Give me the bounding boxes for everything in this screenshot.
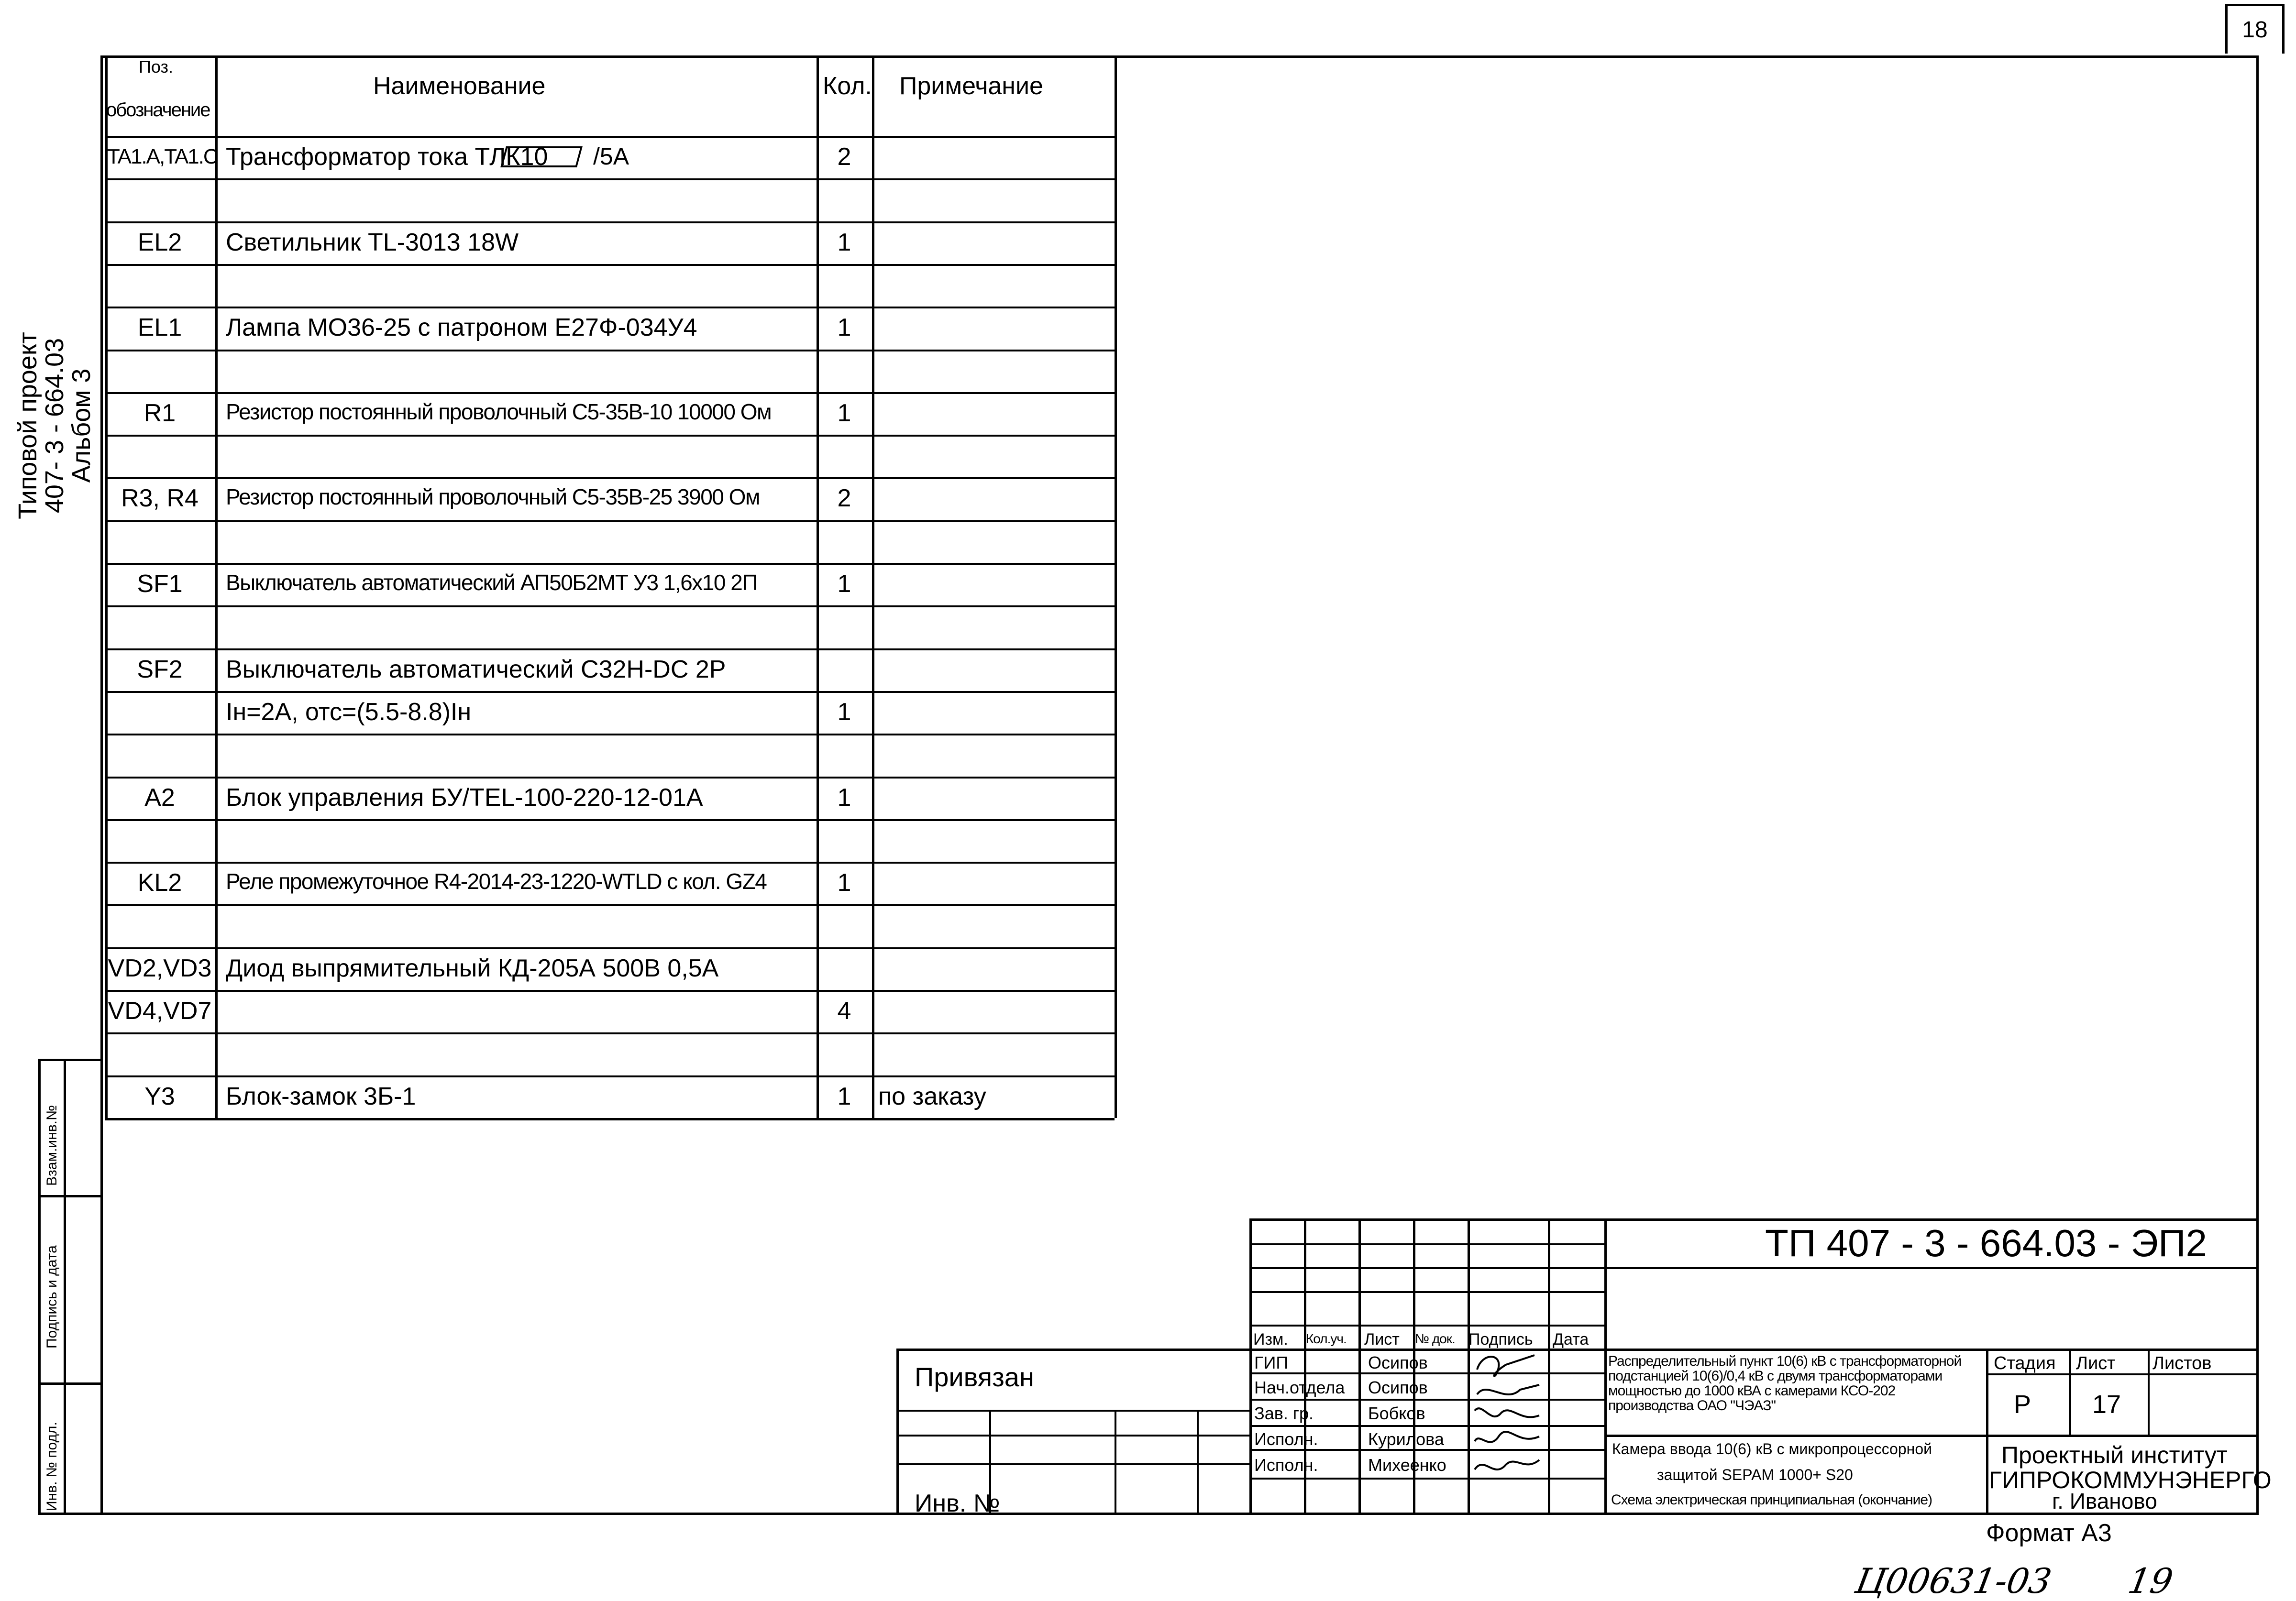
signature [1472, 1453, 1544, 1481]
header-qty: Кол. [823, 72, 872, 100]
row-pos: Y3 [144, 1082, 175, 1110]
rule-h [1249, 1399, 1604, 1401]
stage-value: Р [2014, 1390, 2031, 1419]
rule-h [105, 136, 1115, 138]
org-line2: ГИПРОКОММУНЭНЕРГО [1989, 1467, 2272, 1493]
rule-v [872, 55, 874, 1118]
row-name: Блок управления БУ/TEL-100-220-12-01A [226, 783, 703, 811]
row-name: Резистор постоянный проволочный С5-35В-10 10000 Ом [226, 399, 772, 424]
side-stamp-podpis: Подпись и дата [44, 1245, 60, 1349]
format-label: Формат А3 [1986, 1519, 2112, 1547]
row-name: Трансформатор тока ТЛК10 [226, 143, 548, 171]
row-pos: EL2 [137, 228, 182, 256]
privyazan-label: Привязан [915, 1362, 1034, 1392]
rule-h [105, 1032, 1115, 1034]
rule-h [105, 691, 1115, 693]
row-name: Выключатель автоматический С32Н-DC 2P [226, 655, 726, 683]
side-stamp-inv: Инв. № подл. [44, 1422, 60, 1511]
rule-v [1197, 1410, 1199, 1515]
rule-h [1604, 1435, 2256, 1437]
row-name: Светильник TL-3013 18W [226, 228, 519, 256]
doc-code: ТП 407 - 3 - 664.03 - ЭП2 [1765, 1222, 2208, 1264]
ratio-blank-field [500, 146, 583, 167]
rule-v [896, 1349, 899, 1515]
rule-h [1986, 1373, 2256, 1375]
header-note: Примечание [899, 72, 1043, 100]
side-project-line3: Альбом 3 [67, 368, 96, 483]
rule-v [2069, 1349, 2071, 1435]
list-value: 17 [2092, 1390, 2121, 1419]
rule-v [1115, 55, 1117, 1118]
org-line1: Проектный институт [2001, 1442, 2228, 1469]
side-project-label [14, 330, 95, 521]
header-name: Наименование [373, 72, 546, 100]
row-qty: 1 [837, 869, 851, 897]
project-desc-line: Распределительный пункт 10(6) кВ с трансформаторной [1608, 1353, 1962, 1369]
row-name: Диод выпрямительный КД-205А 500В 0,5А [226, 954, 719, 982]
rule-h [105, 734, 1115, 735]
project-desc-line: производства ОАО "ЧЭАЗ" [1608, 1398, 1776, 1414]
rule-h [105, 947, 1115, 949]
list-label: Лист [2076, 1353, 2116, 1373]
rule-h [105, 1075, 1115, 1077]
signer-role: Исполн. [1254, 1429, 1318, 1449]
project-desc-line: подстанцией 10(6)/0,4 кВ с двумя трансформаторами [1608, 1368, 1943, 1384]
row-qty: 2 [837, 143, 851, 171]
rule-h [105, 392, 1115, 394]
side-project-line2: 407- 3 - 664.03 [40, 338, 69, 514]
row-note: по заказу [878, 1082, 986, 1110]
signature [1472, 1401, 1544, 1430]
handwritten-page: 19 [2125, 1561, 2176, 1601]
rule-h [105, 862, 1115, 864]
signer-role: Нач.отдела [1254, 1378, 1345, 1397]
rule-h [1249, 1291, 1604, 1293]
row-qty: 1 [837, 314, 851, 342]
rule-h [105, 307, 1115, 308]
signer-name: Бобков [1368, 1404, 1425, 1423]
row-pos: KL2 [137, 869, 182, 897]
rule-v [1115, 1410, 1116, 1515]
rule-h [1604, 1349, 2256, 1351]
rule-h [1249, 1449, 1604, 1451]
rule-h [896, 1349, 1249, 1351]
row-pos: TA1.A,TA1.C [107, 145, 218, 168]
rule-h [105, 350, 1115, 351]
col-koluch: Кол.уч. [1306, 1331, 1347, 1346]
col-ndok: № док. [1415, 1331, 1455, 1346]
rule-v [1358, 1218, 1361, 1515]
listov-label: Листов [2152, 1353, 2212, 1373]
row-qty: 1 [837, 783, 851, 811]
project-desc-line: мощностью до 1000 кВА с камерами КСО-202 [1608, 1383, 1896, 1399]
rule-h [105, 819, 1115, 821]
row-pos: SF2 [137, 655, 183, 683]
row-name: Лампа МО36-25 с патроном Е27Ф-034У4 [226, 314, 697, 342]
signer-role: ГИП [1254, 1353, 1289, 1372]
col-data: Дата [1553, 1330, 1589, 1349]
row-name: Реле промежуточное R4-2014-23-1220-WTLD с кол. GZ4 [226, 869, 767, 894]
row-name: Iн=2А, отс=(5.5-8.8)Iн [226, 698, 472, 726]
rule-h [105, 178, 1115, 180]
rule-h [105, 520, 1115, 522]
sheet-desc-line: Камера ввода 10(6) кВ с микропроцессорной [1612, 1440, 1932, 1458]
signature [1472, 1375, 1544, 1404]
rule-h [105, 904, 1115, 906]
signer-name: Осипов [1368, 1378, 1428, 1397]
rule-h [1249, 1243, 1604, 1245]
row-qty: 1 [837, 228, 851, 256]
row-name: Блок-замок 3Б-1 [226, 1082, 416, 1110]
rule-v [1548, 1218, 1550, 1515]
signer-name: Михеенко [1368, 1455, 1446, 1475]
row-pos: R1 [144, 399, 176, 427]
rule-h [105, 563, 1115, 565]
rule-v [2148, 1349, 2150, 1435]
rule-v [1604, 1218, 1607, 1515]
row-pos: EL1 [137, 314, 182, 342]
sheet-number: 18 [2225, 4, 2285, 54]
rule-v [1249, 1218, 1252, 1515]
rule-h [1249, 1478, 1604, 1480]
row-qty: 4 [837, 997, 851, 1025]
row-name-suffix: /5А [593, 143, 629, 170]
side-stamp-vzam: Взам.инв.№ [44, 1105, 60, 1186]
row-qty: 1 [837, 698, 851, 726]
side-project-line1: Типовой проект [13, 332, 42, 519]
row-pos: R3, R4 [121, 484, 199, 513]
row-pos: A2 [144, 783, 175, 811]
rule-h [105, 990, 1115, 992]
rule-v [1986, 1435, 1988, 1515]
col-podpis: Подпись [1468, 1330, 1533, 1349]
col-izm: Изм. [1253, 1330, 1288, 1349]
signer-name: Курилова [1368, 1429, 1444, 1449]
rule-h [105, 264, 1115, 266]
row-pos: VD2,VD3 [108, 954, 212, 982]
handwritten-code: Ц00631-03 [1852, 1561, 2055, 1601]
rule-h [1249, 1218, 2256, 1221]
rule-h [105, 605, 1115, 607]
signature [1472, 1427, 1544, 1456]
signer-role: Исполн. [1254, 1455, 1318, 1475]
rule-h [105, 777, 1115, 779]
rule-h [1604, 1267, 2256, 1269]
stage-label: Стадия [1994, 1353, 2056, 1373]
rule-h [1249, 1425, 1604, 1427]
rule-h [1249, 1325, 1604, 1327]
rule-h [105, 55, 1115, 58]
rule-v [215, 55, 218, 1118]
rule-h [105, 648, 1115, 650]
rule-h [1249, 1267, 1604, 1269]
row-pos: SF1 [137, 570, 183, 598]
row-qty: 1 [837, 1082, 851, 1110]
header-pos-line1: Поз. [139, 57, 173, 77]
signature [1472, 1350, 1544, 1379]
rule-h [1249, 1372, 1604, 1374]
header-pos-line2: обозначение [106, 99, 210, 121]
row-name: Выключатель автоматический АП50Б2МТ У3 1,6х10 2П [226, 570, 757, 595]
row-qty: 2 [837, 484, 851, 513]
sheet-desc-line: защитой SEPAM 1000+ S20 [1657, 1466, 1853, 1483]
rule-v [1986, 1349, 1988, 1435]
rule-h [105, 1118, 1115, 1120]
row-qty: 1 [837, 399, 851, 427]
sheet-desc-line: Схема электрическая принципиальная (окончание) [1611, 1492, 1932, 1508]
signer-role: Зав. гр. [1254, 1404, 1314, 1423]
row-pos: VD4,VD7 [108, 997, 212, 1025]
inv-no-label: Инв. № [915, 1490, 1000, 1517]
rule-h [105, 435, 1115, 437]
rule-h [105, 477, 1115, 479]
signer-name: Осипов [1368, 1353, 1428, 1372]
rule-h [105, 221, 1115, 223]
col-list: Лист [1364, 1330, 1400, 1349]
row-qty: 1 [837, 570, 851, 598]
org-line3: г. Иваново [2052, 1489, 2157, 1513]
row-name: Резистор постоянный проволочный С5-35В-25 3900 Ом [226, 484, 760, 510]
rule-v [1468, 1218, 1470, 1515]
